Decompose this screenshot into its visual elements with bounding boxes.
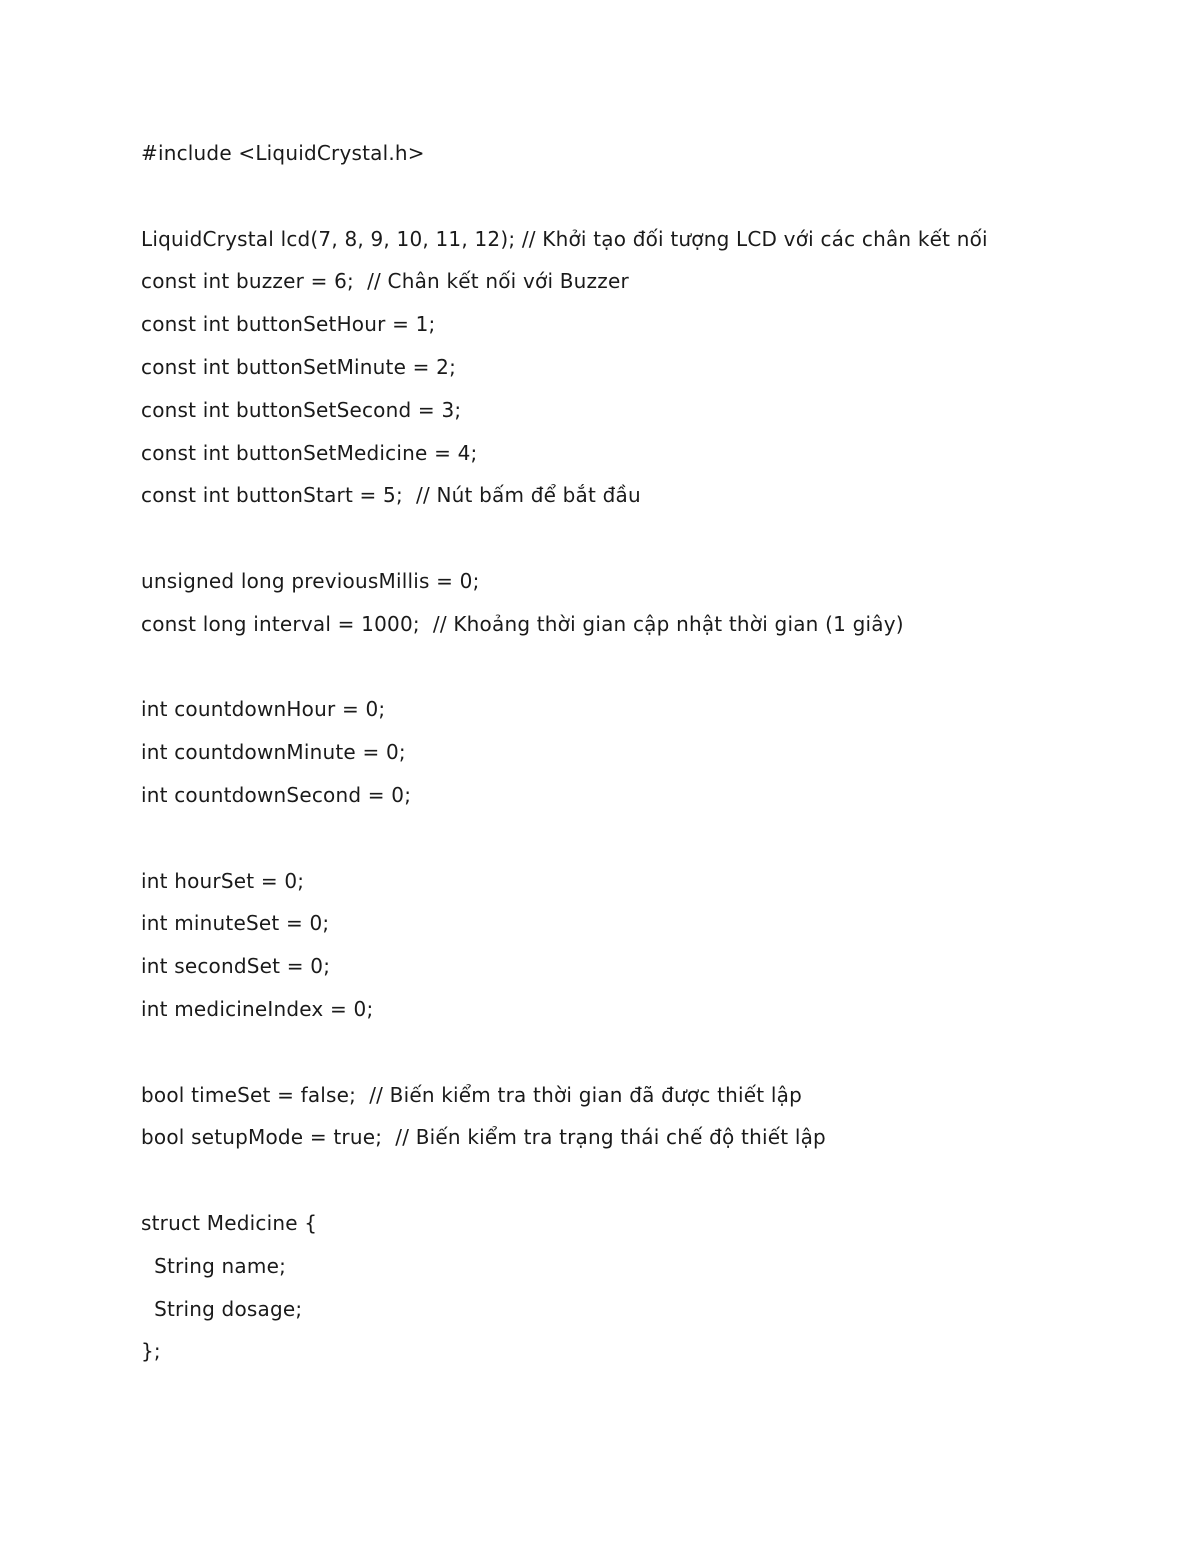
blank-line: [141, 175, 1141, 218]
code-line-struct-open: struct Medicine {: [141, 1210, 318, 1235]
code-line-countdown-hour: int countdownHour = 0;: [141, 697, 386, 722]
code-line-button-set-medicine: const int buttonSetMedicine = 4;: [141, 440, 478, 465]
code-line-include: #include <LiquidCrystal.h>: [141, 141, 425, 165]
code-line-setup-mode: bool setupMode = true; // Biến kiểm tra trạng thái chế độ thiết lập: [141, 1125, 826, 1150]
blank-line: [141, 1031, 1141, 1074]
code-line-lcd: LiquidCrystal lcd(7, 8, 9, 10, 11, 12); // Khởi tạo đối tượng LCD với các chân kết nối: [141, 226, 988, 251]
code-line-button-set-second: const int buttonSetSecond = 3;: [141, 397, 462, 422]
code-line-button-start: const int buttonStart = 5; // Nút bấm để bắt đầu: [141, 483, 641, 508]
code-line-buzzer: const int buzzer = 6; // Chân kết nối với Buzzer: [141, 269, 629, 294]
code-line-countdown-minute: int countdownMinute = 0;: [141, 740, 406, 765]
code-line-button-set-minute: const int buttonSetMinute = 2;: [141, 354, 457, 379]
code-line-struct-name: String name;: [141, 1253, 287, 1278]
code-block: [141, 132, 1141, 1373]
code-line-second-set: int secondSet = 0;: [141, 954, 331, 979]
code-line-medicine-index: int medicineIndex = 0;: [141, 996, 374, 1021]
code-line-button-set-hour: const int buttonSetHour = 1;: [141, 312, 436, 337]
code-line-time-set: bool timeSet = false; // Biến kiểm tra thời gian đã được thiết lập: [141, 1082, 802, 1107]
code-line-interval: const long interval = 1000; // Khoảng thời gian cập nhật thời gian (1 giây): [141, 611, 904, 636]
blank-line: [141, 817, 1141, 860]
code-line-struct-close: };: [141, 1339, 161, 1364]
code-line-countdown-second: int countdownSecond = 0;: [141, 782, 412, 807]
code-line-hour-set: int hourSet = 0;: [141, 868, 305, 893]
code-line-previous-millis: unsigned long previousMillis = 0;: [141, 568, 480, 593]
blank-line: [141, 1159, 1141, 1202]
blank-line: [141, 646, 1141, 689]
blank-line: [141, 517, 1141, 560]
code-line-minute-set: int minuteSet = 0;: [141, 911, 330, 936]
code-line-struct-dosage: String dosage;: [141, 1296, 303, 1321]
